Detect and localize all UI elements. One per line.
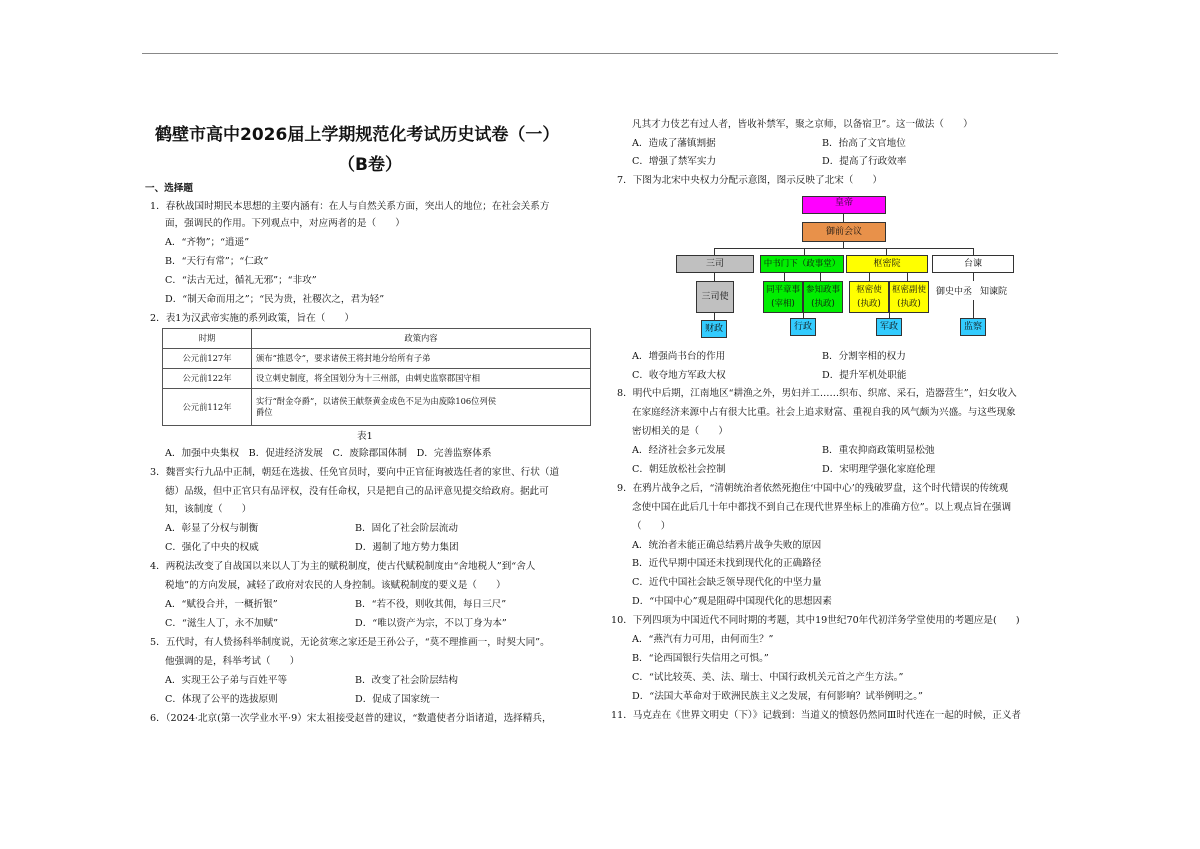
- diagram-zhongshu-official: 参知政事 (执政): [803, 281, 843, 313]
- q7-stem: 7．下图为北宋中央权力分配示意图，图示反映了北宋（ ）: [617, 175, 883, 186]
- q6-stem: 6．（2024·北京(第一次学业水平·9）宋太祖接受赵普的建议，“数遣使者分诣诸道，选择精兵，: [150, 713, 552, 724]
- q9-option-a: A．统治者未能正确总结鸦片战争失败的原因: [632, 540, 822, 551]
- q7-option-d: D．提升军机处职能: [822, 370, 907, 381]
- q1-stem: 面，强调民的作用。下列观点中，对应两者的是（ ）: [165, 218, 405, 229]
- q6-option-c: C．增强了禁军实力: [632, 156, 717, 167]
- q4-option-a: A．“赋役合并，一概折银”: [165, 599, 278, 610]
- q9-option-c: C．近代中国社会缺乏领导现代化的中坚力量: [632, 577, 822, 588]
- diagram-shumi: 枢密院: [846, 255, 928, 273]
- q4-option-b: B．“若不役，则收其佣，每日三尺”: [355, 599, 507, 610]
- q9-stem: 念使中国在此后几十年中都找不到自己在现代世界坐标上的准确方位”。以上观点旨在强调: [632, 502, 1012, 513]
- table-caption: 表1: [357, 431, 373, 442]
- q10-option-b: B．“论西国银行失信用之可惧。”: [632, 653, 769, 664]
- connector: [714, 248, 973, 249]
- q1-stem: 1．春秋战国时期民本思想的主要内涵有：在人与自然关系方面，突出人的地位；在社会关系方: [150, 201, 550, 212]
- q1-option-b: B．“天行有常”；“仁政”: [165, 256, 269, 267]
- table-row: 公元前122年 设立刺史制度，将全国划分为十三州部，由刺史监察郡国守相: [163, 369, 591, 389]
- diagram-shumi-official: 枢密副使 (执政): [889, 281, 929, 313]
- q5-stem: 5．五代时，有人贽扬科举制度说，无论贫寒之家还是王孙公子，“莫不理推画一，时契大同”。: [150, 637, 550, 648]
- q1-option-a: A．“齐物”；“逍遥”: [165, 237, 250, 248]
- q6-option-b: B．抬高了文官地位: [822, 138, 906, 149]
- q10-option-d: D．“法国大革命对于欧洲民族主义之发展，有何影响？试举例明之。”: [632, 691, 923, 702]
- q6-option-d: D．提高了行政效率: [822, 156, 907, 167]
- q5-option-c: C．体现了公平的选拔原则: [165, 694, 278, 705]
- q9-stem: （ ）: [632, 521, 671, 532]
- q10-stem: 10．下列四项为中国近代不同时期的考题，其中19世纪70年代初洋务学堂使用的考题应是( ): [611, 615, 1020, 626]
- exam-subtitle: （B卷）: [338, 155, 402, 175]
- q9-stem: 9．在鸦片战争之后，“清朝统治者依然死抱住‘中国中心’的残破罗盘，这个时代错误的传统观: [617, 483, 1009, 494]
- diagram-taijian-official: 御史中丞: [936, 287, 973, 297]
- q1-option-c: C．“法古无过，循礼无邪”；“非攻”: [165, 275, 317, 286]
- q5-option-d: D．促成了国家统一: [355, 694, 440, 705]
- table-header: 政策内容: [252, 329, 591, 349]
- q10-option-c: C．“试比较英、美、法、瑞士、中国行政机关元首之产生方法。”: [632, 672, 904, 683]
- q8-option-a: A．经济社会多元发展: [632, 445, 726, 456]
- q9-option-d: D．“中国中心”观是阻碍中国现代化的思想因素: [632, 596, 832, 607]
- q8-stem: 8．明代中后期，江南地区“耕渔之外，男妇并工……织布、织席、采石，造器营生”，妇女收入: [617, 388, 1017, 399]
- table-row: 公元前127年 颁布“推恩令”，要求诸侯王将封地分给所有子弟: [163, 349, 591, 369]
- q4-stem: 税地”的方向发展，减轻了政府对农民的人身控制。该赋税制度的要义是（ ）: [165, 580, 506, 591]
- diagram-military: 军政: [876, 318, 902, 336]
- diagram-finance: 财政: [701, 320, 727, 338]
- q9-option-b: B．近代早期中国还未找到现代化的正确路径: [632, 558, 822, 569]
- diagram-council: 御前会议: [802, 222, 886, 242]
- diagram-taijian: 台谏: [932, 255, 1014, 273]
- q3-stem: 知，该制度（ ）: [165, 504, 252, 515]
- q6-option-a: A．造成了藩镇割据: [632, 138, 716, 149]
- q8-option-d: D．宋明理学强化家庭伦理: [822, 464, 936, 475]
- q3-stem: 德）品级，但中正官只有品评权，没有任命权，只是把自己的品评意见提交给政府。据此可: [165, 486, 549, 497]
- q6-stem: 凡其才力伎艺有过人者，皆收补禁军，聚之京师，以备宿卫”。这一做法（ ）: [632, 119, 973, 130]
- q1-option-d: D．“制天命而用之”；“民为贵，社稷次之，君为轻”: [165, 294, 385, 305]
- policy-table: [162, 328, 591, 426]
- header-rule: [142, 53, 1058, 54]
- q7-option-b: B．分割宰相的权力: [822, 351, 906, 362]
- q4-option-c: C．“滋生人丁，永不加赋”: [165, 618, 279, 629]
- diagram-taijian-official: 知谏院: [980, 287, 1008, 297]
- q3-option-a: A．彰显了分权与制衡: [165, 523, 259, 534]
- q11-stem: 11．马克垚在《世界文明史（下）》记载到：当道义的愤怒仍然同Ⅲ时代连在一起的时候，正义者: [611, 710, 1022, 721]
- q8-option-c: C．朝廷放松社会控制: [632, 464, 726, 475]
- q2-stem: 2．表1为汉武帝实施的系列政策，旨在（ ）: [150, 313, 355, 324]
- q8-stem: 在家庭经济来源中占有很大比重。社会上追求财富、重视自我的风气颇为兴盛。与这些现象: [632, 407, 1016, 418]
- exam-title: 鹤壁市高中2026届上学期规范化考试历史试卷（一）: [155, 125, 560, 145]
- q4-stem: 4．两税法改变了自战国以来以人丁为主的赋税制度，使古代赋税制度由“舍地税人”到“舍人: [150, 561, 536, 572]
- q3-option-d: D．遏制了地方势力集团: [355, 542, 459, 553]
- diagram-administration: 行政: [790, 318, 816, 336]
- diagram-emperor: 皇帝: [802, 196, 886, 214]
- section-heading: 一、选择题: [145, 183, 193, 194]
- diagram-supervision: 监察: [960, 318, 986, 336]
- table-row: 公元前112年 实行“酎金夺爵”，以诸侯王献祭黄金成色不足为由废除106位列侯 爵位: [163, 389, 591, 426]
- q10-option-a: A．“燕汽有力可用，由何而生？”: [632, 634, 774, 645]
- q8-stem: 密切相关的是（ ）: [632, 426, 728, 437]
- diagram-zhongshu: 中书门下（政事堂）: [760, 255, 844, 273]
- table-header: 时期: [163, 329, 252, 349]
- q8-option-b: B．重农抑商政策明显松弛: [822, 445, 935, 456]
- q7-option-c: C．收夺地方军政大权: [632, 370, 726, 381]
- diagram-sansi-official: 三司使: [696, 281, 734, 313]
- q5-option-a: A．实现王公子弟与百姓平等: [165, 675, 288, 686]
- q3-stem: 3．魏晋实行九品中正制，朝廷在选拔、任免官员时，要向中正官征询被选任者的家世、行状（道: [150, 467, 560, 478]
- q2-options: A．加强中央集权 B．促进经济发展 C．废除郡国体制 D．完善监察体系: [165, 448, 492, 459]
- q7-option-a: A．增强尚书台的作用: [632, 351, 726, 362]
- q3-option-b: B．固化了社会阶层流动: [355, 523, 458, 534]
- q5-stem: 他强调的是，科举考试（ ）: [165, 656, 300, 667]
- diagram-shumi-official: 枢密使 (执政): [849, 281, 889, 313]
- q5-option-b: B．改变了社会阶层结构: [355, 675, 458, 686]
- q4-option-d: D．“唯以资产为宗，不以丁身为本”: [355, 618, 507, 629]
- diagram-zhongshu-official: 同平章事 (宰相): [763, 281, 803, 313]
- q3-option-c: C．强化了中央的权威: [165, 542, 259, 553]
- connector: [843, 214, 844, 222]
- diagram-sansi: 三司: [676, 255, 754, 273]
